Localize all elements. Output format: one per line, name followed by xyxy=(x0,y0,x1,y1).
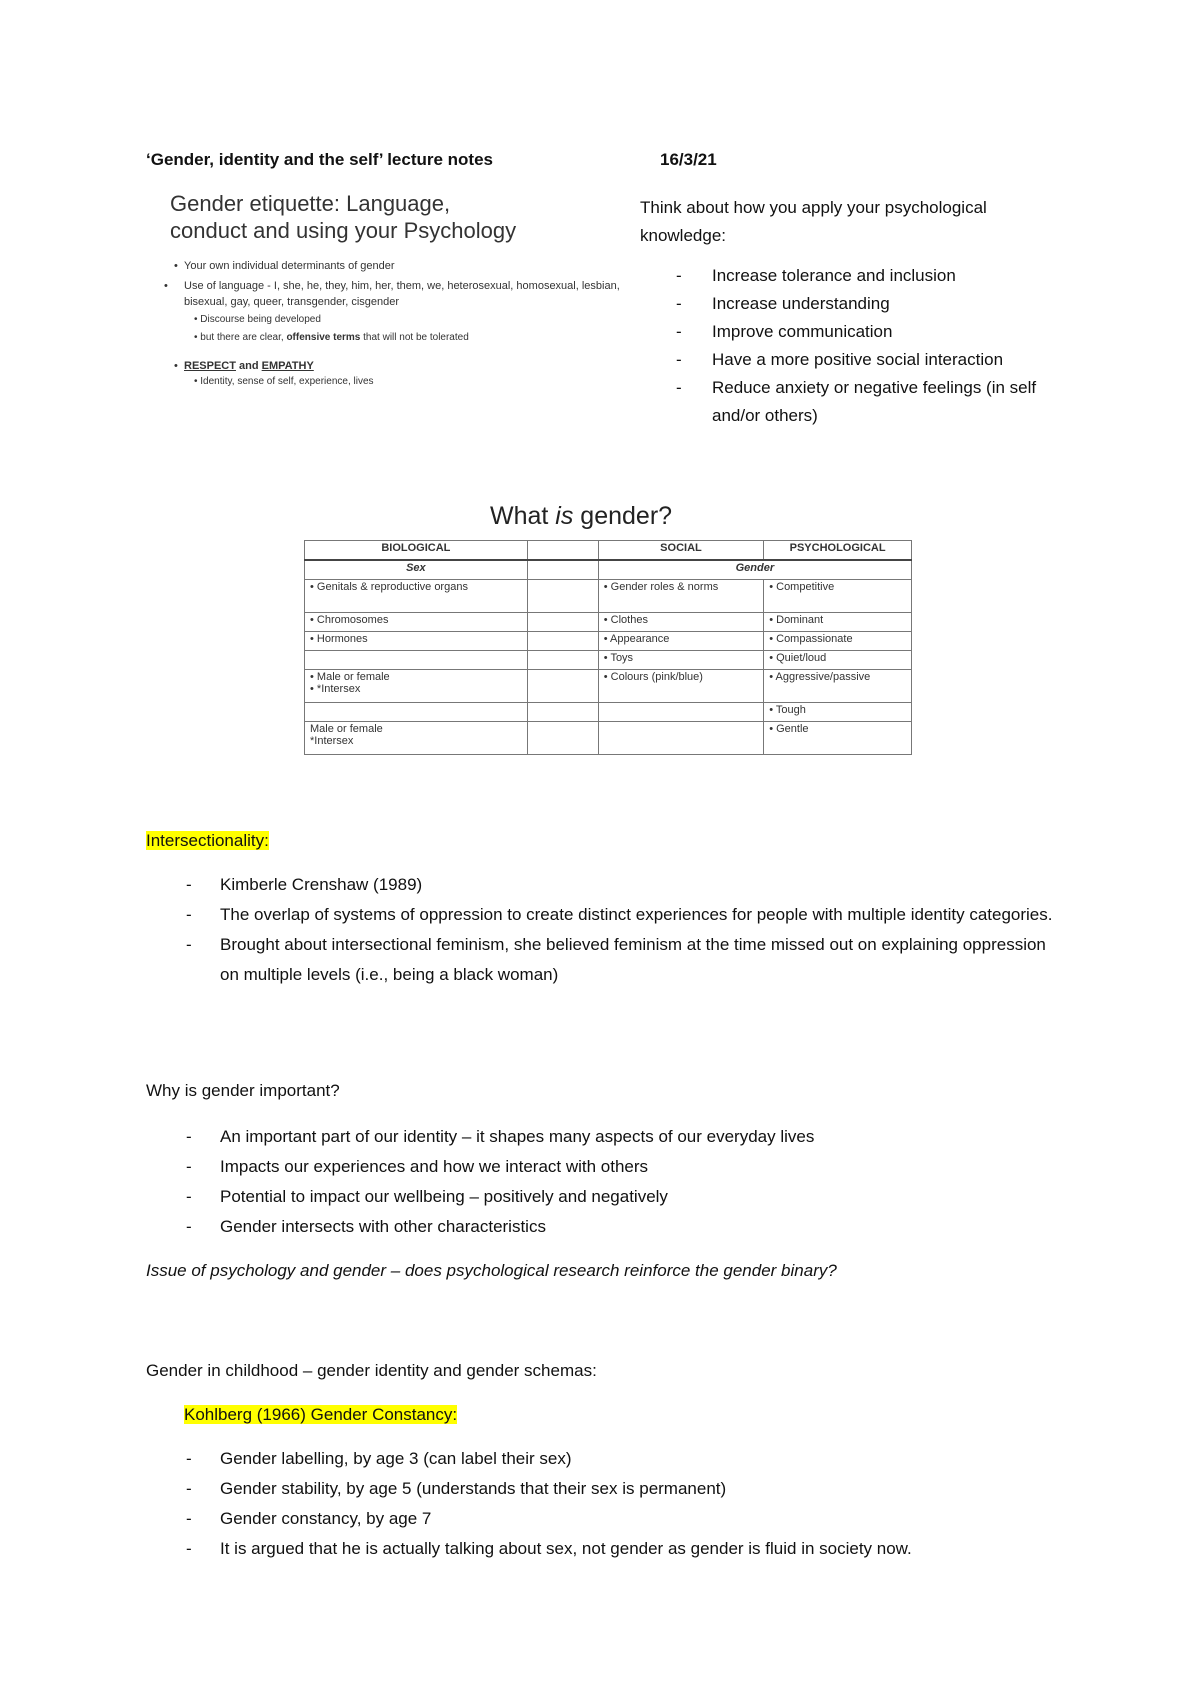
slide-gender-etiquette xyxy=(164,190,640,420)
header-biological: BIOLOGICAL xyxy=(305,541,528,561)
header-blank xyxy=(527,541,598,561)
table-cell xyxy=(305,703,528,722)
cell-text: • Hormones xyxy=(310,633,368,645)
table-cell xyxy=(527,722,598,755)
list-item: - Have a more positive social interaction xyxy=(640,346,1070,374)
table-header-row xyxy=(305,541,912,561)
cell-text: • Toys xyxy=(604,652,633,664)
apply-list xyxy=(640,262,1070,430)
list-item: - Kimberle Crenshaw (1989) xyxy=(146,870,1066,900)
table-cell xyxy=(598,670,763,703)
list-item: - The overlap of systems of oppression to create distinct experiences for people with multiple identity categories. xyxy=(146,900,1066,930)
cell-text: • Male or female xyxy=(310,671,390,683)
table-row xyxy=(305,703,912,722)
why-list xyxy=(146,1122,1066,1242)
table-cell xyxy=(764,632,912,651)
title-part: What xyxy=(490,502,556,530)
bullet-text: Your own individual determinants of gender xyxy=(184,260,395,272)
list-item: - Gender constancy, by age 7 xyxy=(146,1504,1066,1534)
subbullet-text: Discourse being developed xyxy=(200,314,321,325)
list-item: - Impacts our experiences and how we interact with others xyxy=(146,1152,1066,1182)
table-cell xyxy=(764,613,912,632)
table-row xyxy=(305,580,912,613)
list-item: - An important part of our identity – it shapes many aspects of our everyday lives xyxy=(146,1122,1066,1152)
list-item: - Increase understanding xyxy=(640,290,1070,318)
childhood-section xyxy=(146,1356,1066,1564)
table-subheader-row xyxy=(305,560,912,580)
list-item: - Gender intersects with other characteristics xyxy=(146,1212,1066,1242)
kohlberg-heading: Kohlberg (1966) Gender Constancy: xyxy=(184,1405,458,1424)
table-cell xyxy=(764,651,912,670)
subheader-sex: Sex xyxy=(305,560,528,580)
table-cell xyxy=(598,632,763,651)
cell-text: • Dominant xyxy=(769,614,823,626)
subbullet-text: Identity, sense of self, experience, lives xyxy=(200,376,374,387)
list-item: - Brought about intersectional feminism, she believed feminism at the time missed out on explaining oppression on multiple levels (i.e., being a black woman) xyxy=(146,930,1066,990)
slide-title-line1: Gender etiquette: Language, xyxy=(170,191,451,216)
cell-text: • Quiet/loud xyxy=(769,652,826,664)
table-cell xyxy=(527,560,598,580)
list-item: - Gender stability, by age 5 (understands that their sex is permanent) xyxy=(146,1474,1066,1504)
table-cell xyxy=(527,703,598,722)
table-cell xyxy=(527,651,598,670)
cell-text: *Intersex xyxy=(310,735,354,747)
apply-knowledge-section xyxy=(640,194,1070,430)
table-cell xyxy=(527,670,598,703)
intersectionality-list xyxy=(146,870,1066,990)
table-cell xyxy=(598,651,763,670)
table-row xyxy=(305,722,912,755)
list-item: - Gender labelling, by age 3 (can label their sex) xyxy=(146,1444,1066,1474)
cell-text: • Genitals & reproductive organs xyxy=(310,581,468,593)
list-item: - Potential to impact our wellbeing – positively and negatively xyxy=(146,1182,1066,1212)
table-cell xyxy=(305,651,528,670)
childhood-heading: Gender in childhood – gender identity and gender schemas: xyxy=(146,1361,597,1380)
why-heading: Why is gender important? xyxy=(146,1081,340,1100)
respect-text: RESPECT xyxy=(184,360,236,372)
slide-title-line2: conduct and using your Psychology xyxy=(170,218,517,243)
table-cell xyxy=(305,632,528,651)
table-cell xyxy=(598,722,763,755)
cell-text: Male or female xyxy=(310,723,383,735)
title-emphasis: is xyxy=(555,502,574,530)
cell-text: • Gentle xyxy=(769,723,808,735)
table-cell xyxy=(598,703,763,722)
header-social: SOCIAL xyxy=(598,541,763,561)
slide-bullets xyxy=(164,258,640,390)
apply-intro: Think about how you apply your psychological knowledge: xyxy=(640,198,987,245)
cell-text: • Appearance xyxy=(604,633,670,645)
list-item: - Improve communication xyxy=(640,318,1070,346)
table-row xyxy=(305,670,912,703)
intersectionality-heading: Intersectionality: xyxy=(146,831,269,850)
subbullet-bold-text: offensive terms xyxy=(286,332,361,343)
cell-text: • Colours (pink/blue) xyxy=(604,671,703,683)
list-item: - It is argued that he is actually talking about sex, not gender as gender is fluid in society now. xyxy=(146,1534,1066,1564)
table-cell xyxy=(527,580,598,613)
table-cell xyxy=(527,632,598,651)
why-gender-section xyxy=(146,1076,1066,1286)
table-cell xyxy=(598,580,763,613)
list-item: - Increase tolerance and inclusion xyxy=(640,262,1070,290)
table-cell xyxy=(305,613,528,632)
slide-bullet: • Use of language - I, she, he, they, him, her, them, we, heterosexual, homosexual, lesbian, bisexual, gay, queer, transgender, cisgender • Discourse being developed • but there are clear, offensive terms that will not be tolerated xyxy=(174,278,640,346)
table-cell xyxy=(764,703,912,722)
gender-table xyxy=(304,540,912,755)
table-cell xyxy=(598,613,763,632)
slide-title xyxy=(170,190,640,244)
slide-subbullets xyxy=(194,312,640,346)
table-cell xyxy=(305,580,528,613)
cell-text: • Compassionate xyxy=(769,633,852,645)
table-cell xyxy=(764,580,912,613)
header-psychological: PSYCHOLOGICAL xyxy=(764,541,912,561)
cell-text: • *Intersex xyxy=(310,683,360,695)
slide-subbullet: • but there are clear, offensive terms that will not be tolerated xyxy=(194,332,469,343)
and-text: and xyxy=(235,360,262,372)
slide-bullet: • RESPECT and EMPATHY • Identity, sense of self, experience, lives xyxy=(174,358,640,390)
cell-text: • Aggressive/passive xyxy=(769,671,870,683)
cell-text: • Chromosomes xyxy=(310,614,388,626)
table-cell xyxy=(527,613,598,632)
document-title: ‘Gender, identity and the self’ lecture notes xyxy=(146,150,494,169)
slide-what-is-gender-title xyxy=(490,502,672,531)
cell-text: • Gender roles & norms xyxy=(604,581,719,593)
bullet-text: Use of language - I, she, he, they, him, her, them, we, heterosexual, homosexual, lesbian, bisexual, gay, queer, transgender, cisgender xyxy=(184,280,620,308)
list-item: - Reduce anxiety or negative feelings (in self and/or others) xyxy=(640,374,1070,430)
table-cell xyxy=(764,722,912,755)
title-part: gender? xyxy=(573,502,673,530)
table-row xyxy=(305,651,912,670)
intersectionality-section xyxy=(146,826,1066,990)
cell-text: • Clothes xyxy=(604,614,648,626)
slide-bullet: • Your own individual determinants of gender xyxy=(174,260,395,272)
document-date: 16/3/21 xyxy=(660,150,717,169)
kohlberg-list xyxy=(146,1444,1066,1564)
cell-text: • Tough xyxy=(769,704,806,716)
subbullet-text: but there are clear, xyxy=(200,332,287,343)
table-cell xyxy=(764,670,912,703)
cell-text: • Competitive xyxy=(769,581,834,593)
subheader-gender: Gender xyxy=(598,560,911,580)
table-cell xyxy=(305,670,528,703)
slide-subbullet: • Discourse being developed xyxy=(194,314,321,325)
table-row xyxy=(305,632,912,651)
issue-note: Issue of psychology and gender – does psychological research reinforce the gender binary? xyxy=(146,1261,837,1280)
subbullet-text: that will not be tolerated xyxy=(360,332,469,343)
table-row xyxy=(305,613,912,632)
empathy-text: EMPATHY xyxy=(261,360,314,372)
table-cell xyxy=(305,722,528,755)
slide-subbullet: • Identity, sense of self, experience, lives xyxy=(194,376,374,387)
